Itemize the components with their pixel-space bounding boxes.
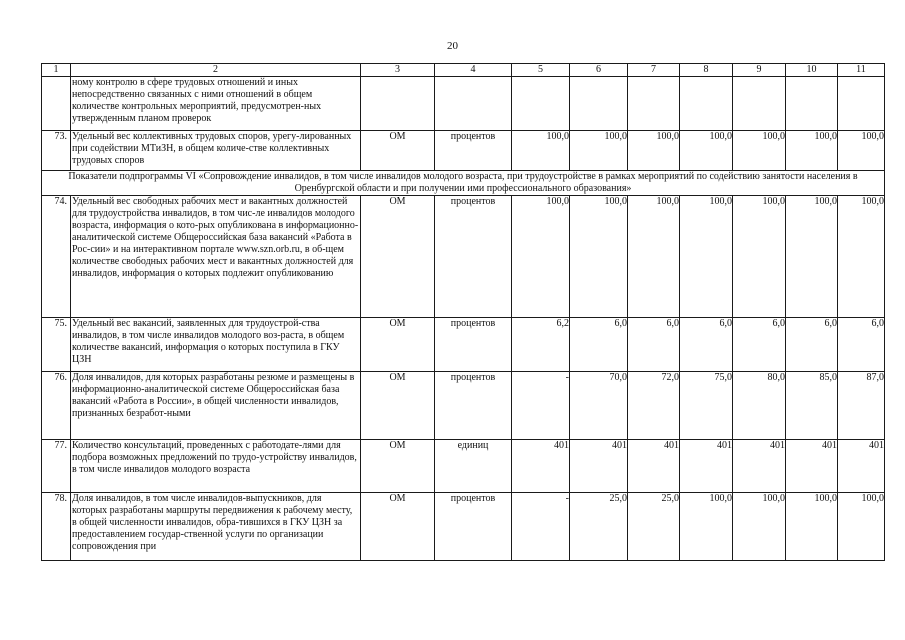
empty-cell: [435, 77, 512, 131]
row-number-cell: [42, 77, 71, 131]
indicators-table: [41, 63, 885, 561]
value-cell: 401: [786, 440, 838, 493]
header-cell: 9: [733, 64, 786, 77]
table-row: [42, 196, 885, 318]
header-cell: 6: [570, 64, 628, 77]
value-cell: 100,0: [838, 131, 885, 171]
value-cell: 6,2: [512, 318, 570, 372]
empty-cell: [838, 77, 885, 131]
indicator-cell: Доля инвалидов, в том числе инвалидов-выпускников, для которых разработаны маршруты передвижения к рабочему месту, в общей численности инвалидов, обра-тившихся в ГКУ ЦЗН за предоставлением государ-ственной услуги по организации сопровождения при: [71, 493, 361, 561]
value-cell: 6,0: [680, 318, 733, 372]
value-cell: 100,0: [628, 131, 680, 171]
row-number-cell: 73.: [42, 131, 71, 171]
value-cell: 100,0: [570, 131, 628, 171]
unit-cell: процентов: [435, 131, 512, 171]
value-cell: 100,0: [512, 196, 570, 318]
unit-cell: процентов: [435, 372, 512, 440]
value-cell: 6,0: [628, 318, 680, 372]
value-cell: 100,0: [733, 196, 786, 318]
indicator-cell: Удельный вес вакансий, заявленных для трудоустрой-ства инвалидов, в том числе инвалидов молодого воз-раста, в общем количестве вакансий, информация о которых поступила в ГКУ ЦЗН: [71, 318, 361, 372]
indicator-cell: Количество консультаций, проведенных с работодате-лями для подбора возможных предложений по трудо-устройству инвалидов, в том числе инвалидов молодого возраста: [71, 440, 361, 493]
type-cell: ОМ: [361, 131, 435, 171]
indicator-cell: Удельный вес свободных рабочих мест и вакантных должностей для трудоустройства инвалидов, в том чис-ле инвалидов молодого возраста, информация о кото-рых опубликована в информационно-аналитической системе Общероссийская база вакансий «Работа в Рос-сии» и на интерактивном портале www.szn.orb.ru, в об-щем количестве свободных рабочих мест и вакантных должностей для инвалидов, информация о которых подлежит опубликованию: [71, 196, 361, 318]
value-cell: 6,0: [838, 318, 885, 372]
type-cell: ОМ: [361, 196, 435, 318]
header-cell: 1: [42, 64, 71, 77]
value-cell: 25,0: [570, 493, 628, 561]
value-cell: 401: [733, 440, 786, 493]
value-cell: 85,0: [786, 372, 838, 440]
value-cell: 401: [838, 440, 885, 493]
value-cell: 401: [628, 440, 680, 493]
table-row: [42, 318, 885, 372]
indicator-cell: Удельный вес коллективных трудовых споров, урегу-лированных при содействии МТиЗН, в общем количе-стве коллективных трудовых споров: [71, 131, 361, 171]
header-cell: 11: [838, 64, 885, 77]
value-cell: 100,0: [680, 131, 733, 171]
value-cell: 100,0: [680, 493, 733, 561]
value-cell: 401: [512, 440, 570, 493]
value-cell: 72,0: [628, 372, 680, 440]
table-row: [42, 131, 885, 171]
empty-cell: [680, 77, 733, 131]
header-cell: 3: [361, 64, 435, 77]
value-cell: 100,0: [786, 493, 838, 561]
value-cell: 100,0: [786, 131, 838, 171]
empty-cell: [512, 77, 570, 131]
value-cell: 100,0: [838, 493, 885, 561]
row-number-cell: 77.: [42, 440, 71, 493]
value-cell: 80,0: [733, 372, 786, 440]
empty-cell: [570, 77, 628, 131]
indicator-cell: Доля инвалидов, для которых разработаны резюме и размещены в информационно-аналитической системе Общероссийская база вакансий «Работа в России», в общей численности инвалидов, признанных безработ-ными: [71, 372, 361, 440]
header-cell: 5: [512, 64, 570, 77]
value-cell: -: [512, 493, 570, 561]
section-header-row: [42, 171, 885, 196]
unit-cell: единиц: [435, 440, 512, 493]
value-cell: 87,0: [838, 372, 885, 440]
value-cell: 100,0: [570, 196, 628, 318]
row-number-cell: 75.: [42, 318, 71, 372]
empty-cell: [628, 77, 680, 131]
header-row: [42, 64, 885, 77]
table-row: [42, 77, 885, 131]
type-cell: ОМ: [361, 440, 435, 493]
value-cell: 100,0: [680, 196, 733, 318]
value-cell: 401: [680, 440, 733, 493]
row-number-cell: 76.: [42, 372, 71, 440]
row-number-cell: 74.: [42, 196, 71, 318]
header-cell: 8: [680, 64, 733, 77]
section-title: Показатели подпрограммы VI «Сопровождение инвалидов, в том числе инвалидов молодого возраста, при трудоустройстве в рамках мероприятий по содействию занятости населения в Оренбургской области и при получении ими профессионального образования»: [42, 171, 885, 196]
indicator-cell: ному контролю в сфере трудовых отношений и иных непосредственно связанных с ними отношений в общем количестве контрольных мероприятий, предусмотрен-ных утвержденным планом проверок: [71, 77, 361, 131]
value-cell: 100,0: [786, 196, 838, 318]
value-cell: 401: [570, 440, 628, 493]
value-cell: -: [512, 372, 570, 440]
value-cell: 100,0: [512, 131, 570, 171]
header-cell: 4: [435, 64, 512, 77]
value-cell: 25,0: [628, 493, 680, 561]
empty-cell: [733, 77, 786, 131]
value-cell: 6,0: [570, 318, 628, 372]
value-cell: 70,0: [570, 372, 628, 440]
header-cell: 10: [786, 64, 838, 77]
table-row: [42, 493, 885, 561]
value-cell: 6,0: [786, 318, 838, 372]
value-cell: 100,0: [628, 196, 680, 318]
row-number-cell: 78.: [42, 493, 71, 561]
unit-cell: процентов: [435, 196, 512, 318]
header-cell: 2: [71, 64, 361, 77]
value-cell: 100,0: [838, 196, 885, 318]
value-cell: 100,0: [733, 493, 786, 561]
value-cell: 6,0: [733, 318, 786, 372]
type-cell: ОМ: [361, 318, 435, 372]
page-number: 20: [447, 40, 458, 52]
unit-cell: процентов: [435, 493, 512, 561]
type-cell: ОМ: [361, 493, 435, 561]
unit-cell: процентов: [435, 318, 512, 372]
type-cell: ОМ: [361, 372, 435, 440]
table-row: [42, 372, 885, 440]
empty-cell: [361, 77, 435, 131]
value-cell: 100,0: [733, 131, 786, 171]
table-row: [42, 440, 885, 493]
value-cell: 75,0: [680, 372, 733, 440]
header-cell: 7: [628, 64, 680, 77]
empty-cell: [786, 77, 838, 131]
